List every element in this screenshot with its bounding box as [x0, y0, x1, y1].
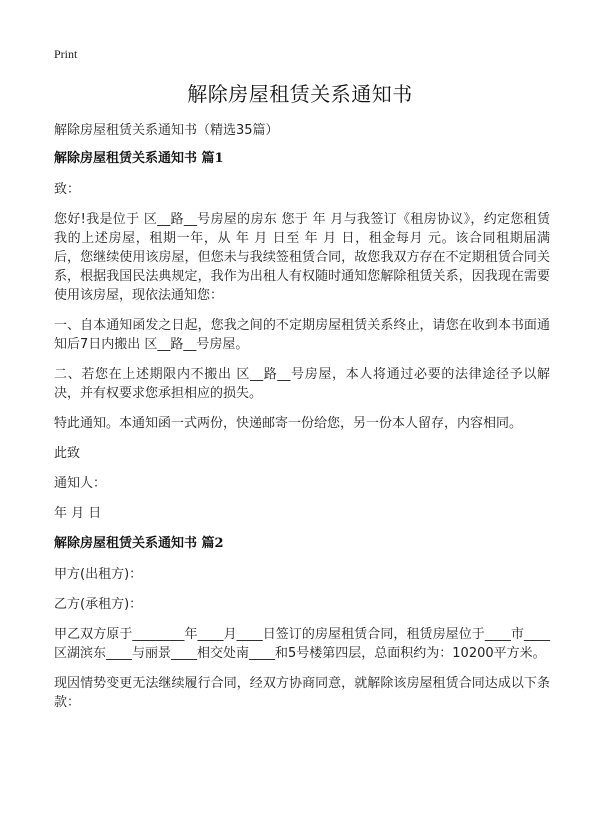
paragraph: 二、若您在上述期限内不搬出 区__路__号房屋，本人将通过必要的法律途径予以解决，并有权要求您承担相应的损失。	[54, 367, 550, 401]
print-label: Print	[54, 47, 78, 61]
page-subtitle: 解除房屋租赁关系通知书（精选35篇）	[54, 123, 279, 138]
paragraph: 您好!我是位于 区__路__号房屋的房东 您于 年 月与我签订《租房协议》，约定您租赁我的上述房屋，租期一年，从 年 月 日至 年 月 日，租金每月 元。该合同租期届满后，您继续使用该房屋，但您未与我续签租赁合同，故您我双方存在不定期租赁合同关系，根据我国民法典规定，我作为出租人有权随时通知您解除租赁关系，因我现在需要使用该房屋，现依法通知您：	[54, 212, 550, 303]
paragraph: 一、自本通知函发之日起，您我之间的不定期房屋租赁关系终止，请您在收到本书面通知后7日内搬出 区__路__号房屋。	[54, 318, 550, 352]
section-heading: 解除房屋租赁关系通知书 篇1	[54, 151, 224, 166]
date-line: 年 月 日	[54, 506, 102, 521]
paragraph: 现因情势变更无法继续履行合同，经双方协商同意，就解除该房屋租赁合同达成以下条款：	[54, 676, 550, 710]
party-a-label: 甲方(出租方)：	[54, 567, 143, 582]
page-title: 解除房屋租赁关系通知书	[187, 82, 413, 106]
party-b-label: 乙方(承租方)：	[54, 597, 143, 612]
paragraph: 甲乙双方原于________年____月____日签订的房屋租赁合同，租赁房屋位于____市____区湖滨东____与丽景____相交处南____和5号楼第四层，总面积约为：10200平方米。	[54, 627, 550, 661]
section-1	[54, 149, 550, 523]
paragraph: 特此通知。本通知函一式两份，快递邮寄一份给您，另一份本人留存，内容相同。	[54, 416, 523, 431]
section-heading: 解除房屋租赁关系通知书 篇2	[54, 536, 224, 551]
signer-label: 通知人：	[54, 476, 107, 491]
closing: 此致	[54, 446, 81, 461]
section-2	[54, 534, 550, 712]
salutation: 致：	[54, 182, 81, 197]
document-body	[54, 149, 550, 723]
